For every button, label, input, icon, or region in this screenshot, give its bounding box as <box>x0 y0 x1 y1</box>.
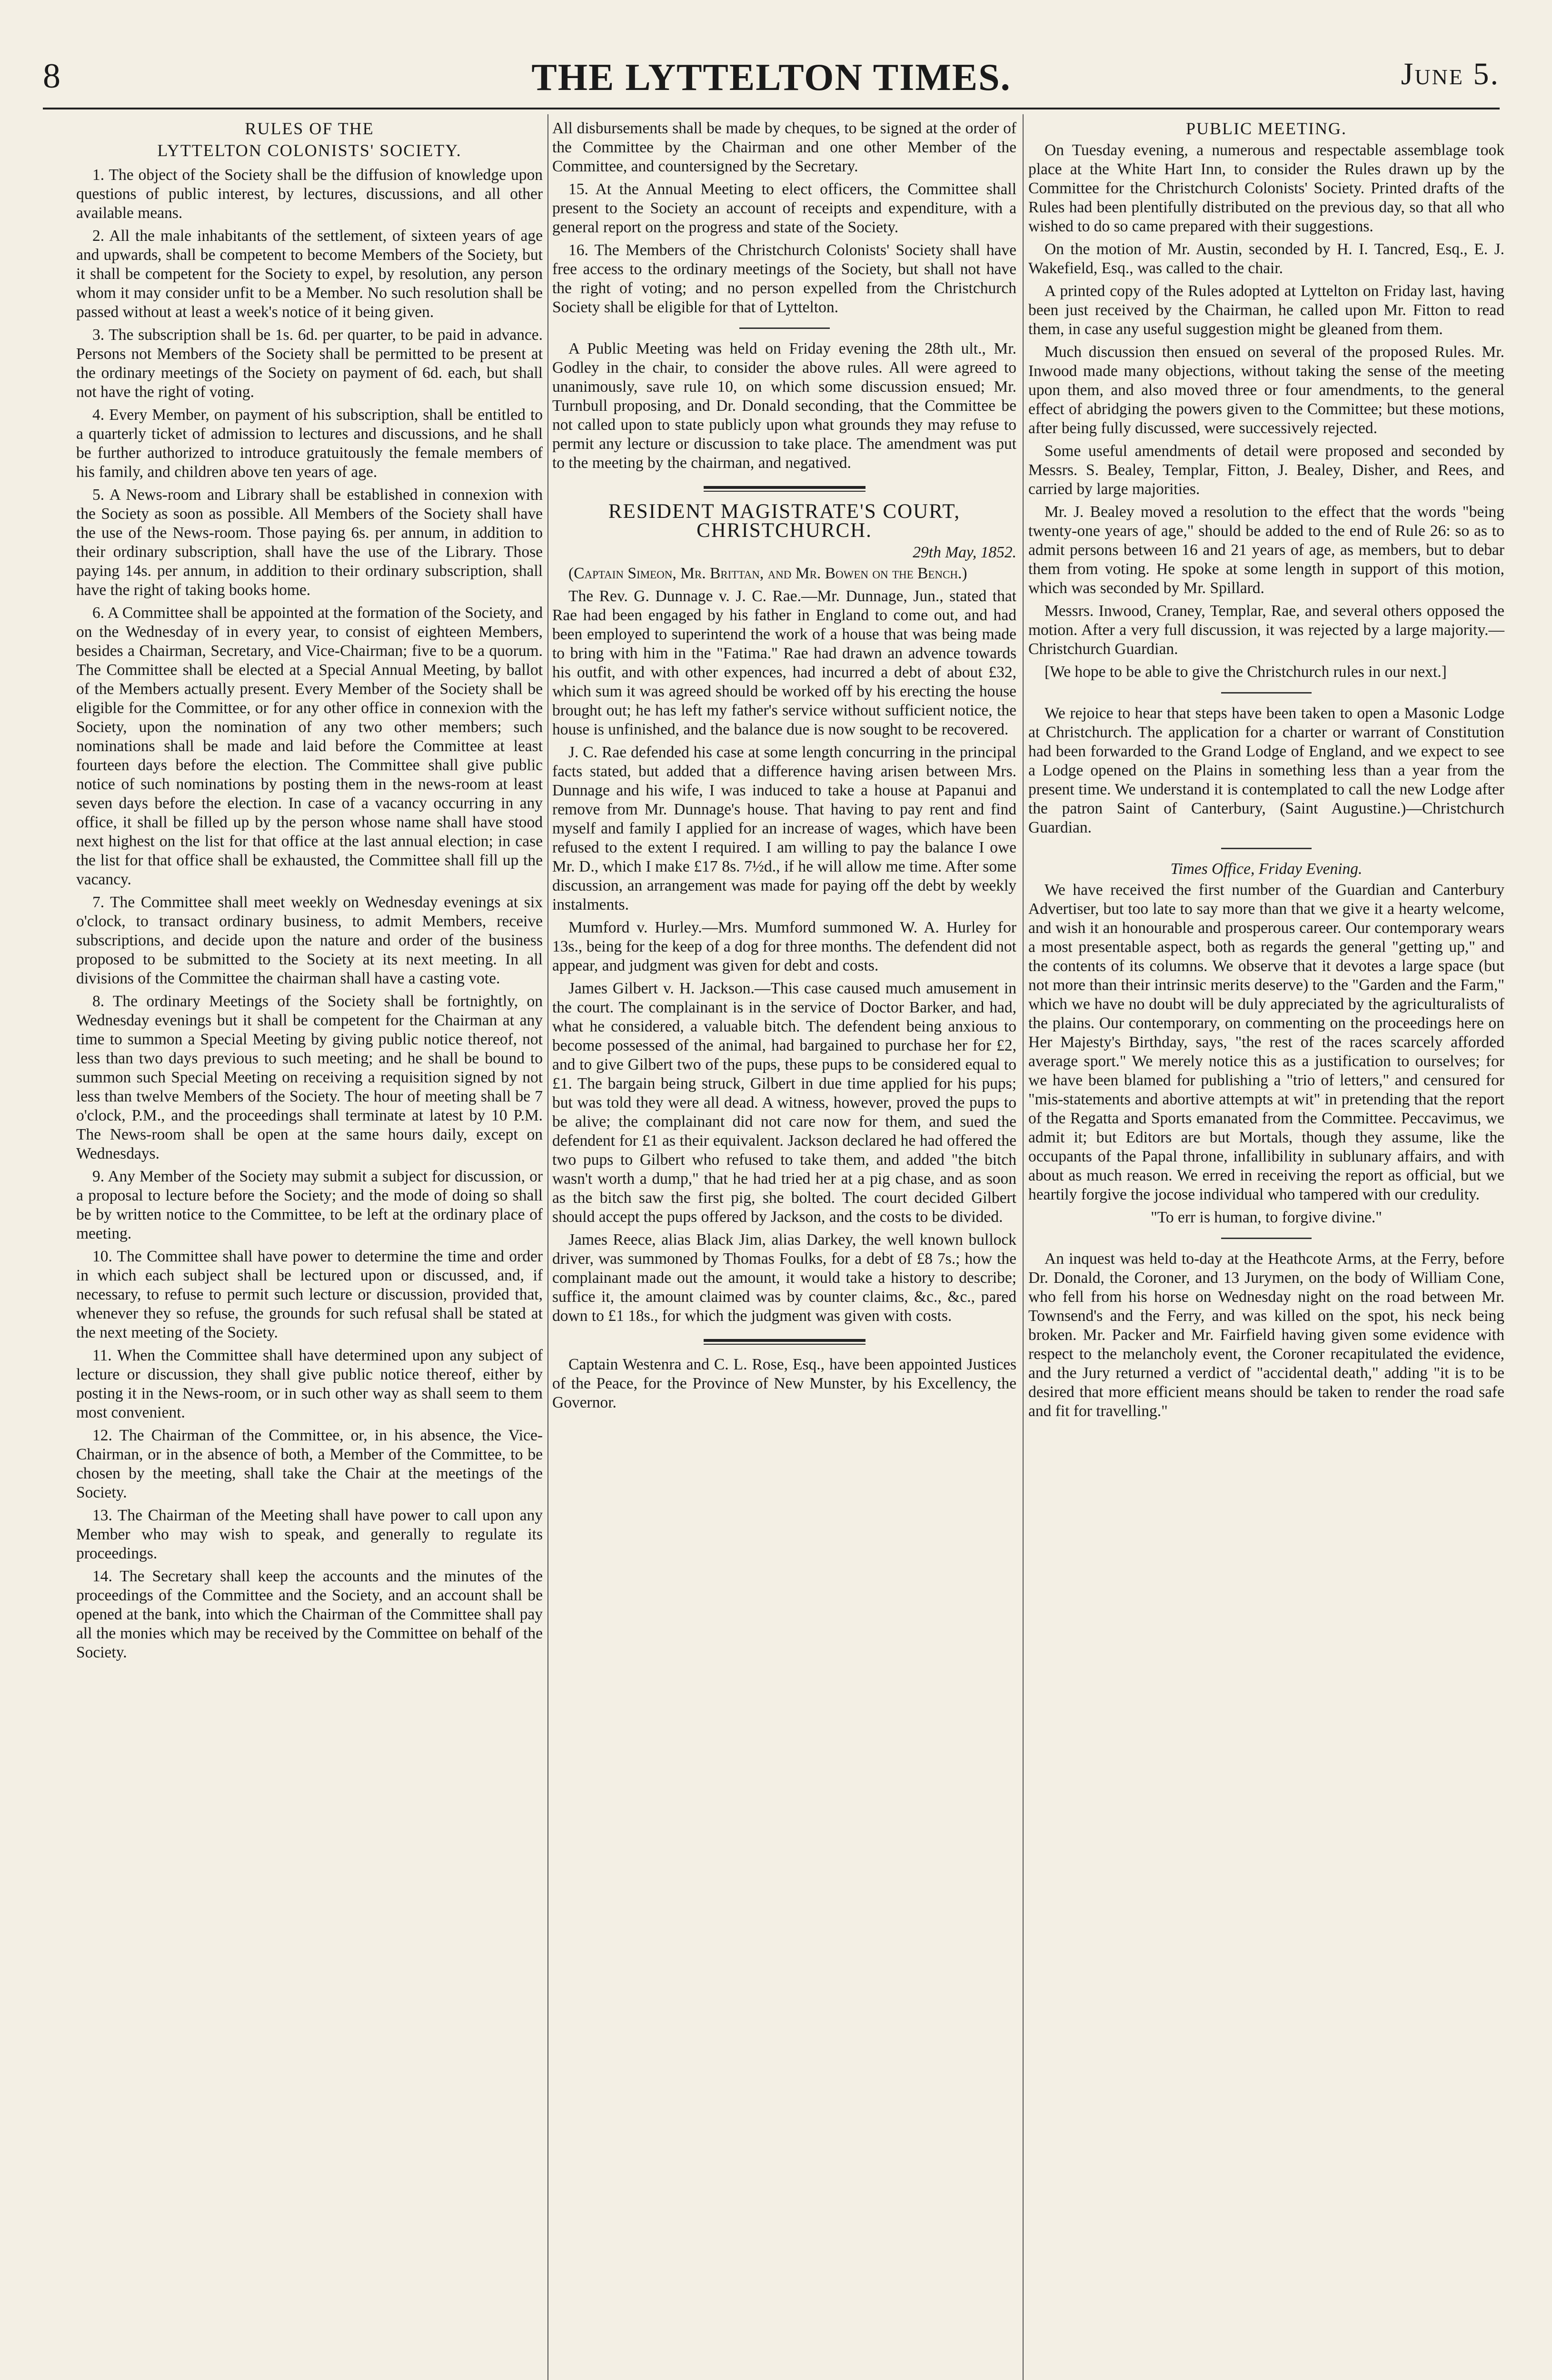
rule-14-continued: All disbursements shall be made by cheques, to be signed at the order of the Committee by the Chairman and one other Member of the Committee, and countersigned by the Secretary. <box>552 119 1016 175</box>
rule-11: 11. When the Committee shall have determined upon any subject of lecture or discussion, they shall give public notice thereof, either by posting it in the News-room, or in such other way as shall seem to them most convenient. <box>76 1347 543 1421</box>
double-rule <box>704 1339 866 1345</box>
rules-subheading: LYTTELTON COLONISTS' SOCIETY. <box>157 141 462 160</box>
pm-para-6: Mr. J. Bealey moved a resolution to the effect that the words "being twenty-one years of age," should be added to the end of Rule 26: so as to admit persons between 16 and 21 years of age, as members, but to debar them from voting. He spoke at some length in support of this motion, which was seconded by Mr. Spillard. <box>1028 503 1504 597</box>
times-office-heading: Times Office, Friday Evening. <box>1170 860 1363 878</box>
court-date: 29th May, 1852. <box>913 544 1016 561</box>
rule-2: 2. All the male inhabitants of the settlement, of sixteen years of age and upwards, shall be competent to become Members of the Society, but it shall be competent for the Society to expel, by resolution, any person whom it may consider unfit to be a Member. No such resolution shall be passed without at least a week's notice of it being given. <box>76 227 543 321</box>
case-mumford-v-hurley: Mumford v. Hurley.—Mrs. Mumford summoned W. A. Hurley for 13s., being for the keep of a dog for three months. The defendent did not appear, and judgment was given for debt and costs. <box>552 919 1016 974</box>
section-rule <box>1221 692 1312 694</box>
public-meeting-heading: PUBLIC MEETING. <box>1186 119 1347 138</box>
inquest-report: An inquest was held to-day at the Heathcote Arms, at the Ferry, before Dr. Donald, the Coroner, and 13 Jurymen, on the body of William Cone, who fell from his horse on Wednesday night on the road between Mr. Townsend's and the Ferry, and was killed on the spot, his neck being broken. Mr. Packer and Mr. Fairfield having given some evidence with respect to the melancholy event, the Coroner recapitulated the evidence, and the Jury returned a verdict of "accidental death," adding "it is to be desired that more efficient means should be taken to render the road safe and fit for travelling." <box>1028 1250 1504 1420</box>
court-heading: RESIDENT MAGISTRATE'S COURT, <box>608 500 961 523</box>
rule-8: 8. The ordinary Meetings of the Society shall be fortnightly, on Wednesday evenings but it shall be competent for the Chairman at any time to summon a Special Meeting by giving public notice thereof, not less than two days previous to such meeting; and he shall be bound to summon such Special Meeting on receiving a requisition signed by not less than twelve Members of the Society. The hour of meeting shall be 7 o'clock, P.M., and the proceedings shall terminate at latest by 10 P.M. The News-room shall be open at the same hours daily, except on Wednesdays. <box>76 992 543 1162</box>
masthead <box>43 56 1500 113</box>
rule-14: 14. The Secretary shall keep the accounts and the minutes of the proceedings of the Committee and the Society, and an account shall be opened at the bank, into which the Chairman of the Committee shall pay all the monies which may be received by the Committee on behalf of the Society. <box>76 1567 543 1661</box>
issue-date: June 5. <box>1401 57 1500 91</box>
pm-para-4: Much discussion then ensued on several of the proposed Rules. Mr. Inwood made many objections, without taking the sense of the meeting upon them, and also moved three or four amendments, to the general effect of abridging the powers given to the Committee; but these motions, after being fully discussed, were successively rejected. <box>1028 343 1504 437</box>
rule-1: 1. The object of the Society shall be the diffusion of knowledge upon questions of public interest, by lectures, discussions, and all other available means. <box>76 166 543 222</box>
case-gilbert-v-jackson: James Gilbert v. H. Jackson.—This case caused much amusement in the court. The complainant is in the service of Doctor Barker, and had, what he considered, a valuable bitch. The defendent being anxious to become possessed of the animal, had bargained to purchase her for £2, and to give Gilbert two of the pups, these pups to be considered equal to £1. The bargain being struck, Gilbert in due time applied for his pups; but was told they were all dead. A witness, however, proved the pups to be alive; the complainant did not care now for them, and sued the defendent for £1 as their equivalent. Jackson declared he had offered the two pups to Gilbert who refused to take them, and added "the bitch wasn't worth a dump," that he had tried her at a pig chase, and as soon as the bitch saw the first pig, she bolted. The court decided Gilbert should accept the pups offered by Jackson, and the costs to be divided. <box>552 980 1016 1226</box>
case-reece: James Reece, alias Black Jim, alias Darkey, the well known bullock driver, was summoned by Thomas Foulks, for a debt of £8 7s.; how the complainant made out the amount, it would take a history to describe; suffice it, the amount claimed was by counter claims, &c., &c., pared down to £1 18s., for which the judgment was given with costs. <box>552 1231 1016 1325</box>
pm-para-2: On the motion of Mr. Austin, seconded by H. I. Tancred, Esq., E. J. Wakefield, Esq., was called to the chair. <box>1028 240 1504 277</box>
rule-16: 16. The Members of the Christchurch Colonists' Society shall have free access to the ordinary meetings of the Society, but shall not have the right of voting; and no person expelled from the Christchurch Society shall be eligible for that of Lyttelton. <box>552 241 1016 316</box>
case-dunnage-v-rae: The Rev. G. Dunnage v. J. C. Rae.—Mr. Dunnage, Jun., stated that Rae had been engaged by his father in England to come out, and had been employed to superintend the work of a house that was being made to bring with him in the "Fatima." Rae had drawn an advence towards his outfit, and with other expences, had incurred a debt of about £32, which sum it was agreed should be worked off by his erecting the house brought out; he has left my father's service without sufficient notice, the house is unfinished, and the balance due is now sought to be recovered. <box>552 587 1016 738</box>
court-bench: (Captain Simeon, Mr. Brittan, and Mr. Bowen on the Bench.) <box>568 565 967 582</box>
rules-heading: RULES OF THE <box>245 119 374 138</box>
newspaper-title: THE LYTTELTON TIMES. <box>531 57 1011 99</box>
times-office-para: We have received the first number of the Guardian and Canterbury Advertiser, but too late to say more than that we give it a hearty welcome, and wish it an honourable and prosperous career. Our contemporary wears a most presentable aspect, both as regards the general "getting up," and the contents of its columns. We observe that it devotes a large space (but not more than their intrinsic merits deserve) to the "Garden and the Farm," which we have no doubt will be duly appreciated by the agriculturalists of the plains. Our contemporary, on commenting on the proceedings here on Her Majesty's Birthday, says, "the rest of the races scarcely afforded average sport." We merely notice this as a justification to ourselves; for we have been blamed for publishing a "trio of letters," and censured for "mis-statements and abortive attempts at wit" in pretending that the report of the Regatta and Sports emanated from the Committee. Peccavimus, we admit it; but Editors are but Mortals, though they assume, like the occupants of the Papal throne, infallibility in sublunary affairs, and with about as much reason. We erred in receiving the report as official, but we heartily forgive the jocose individual who tampered with our credulity. <box>1028 881 1504 1203</box>
rule-12: 12. The Chairman of the Committee, or, in his absence, the Vice-Chairman, or in the absence of both, a Member of the Committee, to be chosen by the meeting, shall take the Chair at the meetings of the Society. <box>76 1427 543 1501</box>
section-rule <box>1221 1238 1312 1239</box>
court-subheading: CHRISTCHURCH. <box>696 519 872 542</box>
masthead-rule <box>43 108 1500 109</box>
appointment-notice: Captain Westenra and C. L. Rose, Esq., have been appointed Justices of the Peace, for the Province of New Munster, by his Excellency, the Governor. <box>552 1356 1016 1411</box>
section-rule <box>739 327 830 329</box>
pm-para-1: On Tuesday evening, a numerous and respectable assemblage took place at the White Hart Inn, to consider the Rules drawn up by the Committee for the Christchurch Colonists' Society. Printed drafts of the Rules had been plentifully distributed on the previous day, so that all who wished to do so came prepared with their suggestions. <box>1028 141 1504 235</box>
section-rule <box>1221 848 1312 849</box>
double-rule <box>704 486 866 492</box>
column-1 <box>76 119 543 1666</box>
rule-10: 10. The Committee shall have power to determine the time and order in which each subject shall be lectured upon or discussed, and, if necessary, to refuse to permit such lecture or discussion, provided that, whenever they so refuse, the grounds for such refusal shall be stated at the next meeting of the Society. <box>76 1248 543 1341</box>
rule-7: 7. The Committee shall meet weekly on Wednesday evenings at six o'clock, to transact ordinary business, to admit Members, receive subscriptions, and decide upon the nature and order of the business proposed to be submitted to the Society at its next meeting. In all divisions of the Committee the chairman shall have a casting vote. <box>76 893 543 987</box>
column-2 <box>552 119 1016 1416</box>
pm-para-8: [We hope to be able to give the Christchurch rules in our next.] <box>1045 663 1447 681</box>
rule-15: 15. At the Annual Meeting to elect officers, the Committee shall present to the Society an account of receipts and expenditure, with a general report on the progress and state of the Society. <box>552 180 1016 236</box>
pm-para-7: Messrs. Inwood, Craney, Templar, Rae, and several others opposed the motion. After a very full discussion, it was rejected by a large majority.—Christchurch Guardian. <box>1028 602 1504 658</box>
rule-3: 3. The subscription shall be 1s. 6d. per quarter, to be paid in advance. Persons not Members of the Society shall be permitted to be present at the ordinary meetings of the Society on payment of 6d. each, but shall not have the right of voting. <box>76 326 543 401</box>
rule-9: 9. Any Member of the Society may submit a subject for discussion, or a proposal to lecture before the Society; and the mode of doing so shall be by written notice to the Committee, to be left at the ordinary place of meeting. <box>76 1168 543 1242</box>
column-3 <box>1028 119 1504 1425</box>
pm-para-5: Some useful amendments of detail were proposed and seconded by Messrs. S. Bealey, Templar, Fitton, J. Bealey, Disher, and Rees, and carried by large majorities. <box>1028 442 1504 498</box>
column-divider <box>547 114 548 2380</box>
rule-6: 6. A Committee shall be appointed at the formation of the Society, and on the Wednesday of in every year, to consist of eighteen Members, besides a Chairman, Secretary, and Vice-Chairman; five to be a quorum. The Committee shall be elected at a Special Annual Meeting, by ballot of the Members actually present. Every Member of the Society shall be eligible for the Committee, or for any other office in connexion with the Society, upon the nomination of any two other members; such nominations shall be made and laid before the Committee at least fourteen days before the election. The Committee shall give public notice of such nominations by posting them in the news-room at least seven days before the election. In case of a vacancy occurring in any office, it shall be filled up by the person whose name shall have stood next highest on the list for that office at the last annual election; in case the list for that office shall be exhausted, the Committee shall fill up the vacancy. <box>76 604 543 888</box>
case-rae-defence: J. C. Rae defended his case at some length concurring in the principal facts stated, but added that a difference having arisen between Mrs. Dunnage and his wife, I was induced to take a house at Papanui and remove from Mr. Dunnage's house. That having to pay rent and find myself and family I applied for an increase of wages, which have been refused to the extent I required. I am willing to pay the balance I owe Mr. D., which I make £17 8s. 7½d., if he will allow me time. After some discussion, an arrangement was made for paying off the debt by weekly instalments. <box>552 744 1016 913</box>
rule-4: 4. Every Member, on payment of his subscription, shall be entitled to a quarterly ticket of admission to lectures and discussions, and he shall be further authorized to introduce gratuitously the female members of his family, and children above ten years of age. <box>76 406 543 481</box>
rule-13: 13. The Chairman of the Meeting shall have power to call upon any Member who may wish to speak, and generally to regulate its proceedings. <box>76 1507 543 1562</box>
meeting-report: A Public Meeting was held on Friday evening the 28th ult., Mr. Godley in the chair, to consider the above rules. All were agreed to unanimously, save rule 10, on which some discussion ensued; Mr. Turnbull proposing, and Dr. Donald seconding, that the Committee be not called upon to state publicly upon what grounds they may refuse to permit any lecture or discussion to take place. The amendment was put to the meeting by the chairman, and negatived. <box>552 340 1016 472</box>
masonic-lodge-notice: We rejoice to hear that steps have been taken to open a Masonic Lodge at Christchurch. The application for a charter or warrant of Constitution had been forwarded to the Grand Lodge of England, and we expect to see a Lodge opened on the Plains in something less than a year from the present time. We understand it is contemplated to call the new Lodge after the patron Saint of Canterbury, (Saint Augustine.)—Christchurch Guardian. <box>1028 704 1504 836</box>
closing-quote: "To err is human, to forgive divine." <box>1151 1209 1382 1226</box>
page-number: 8 <box>43 57 60 96</box>
column-divider <box>1023 114 1024 2380</box>
rule-5: 5. A News-room and Library shall be established in connexion with the Society as soon as possible. All Members of the Society shall have the use of the News-room. Those paying 6s. per annum, in addition to their ordinary subscription, shall have the use of the Library. Those paying 14s. per annum, in addition to their ordinary subscription, shall have the right of taking books home. <box>76 486 543 599</box>
pm-para-3: A printed copy of the Rules adopted at Lyttelton on Friday last, having been just received by the Chairman, he called upon Mr. Fitton to read them, in case any useful suggestion might be gleaned from them. <box>1028 282 1504 338</box>
